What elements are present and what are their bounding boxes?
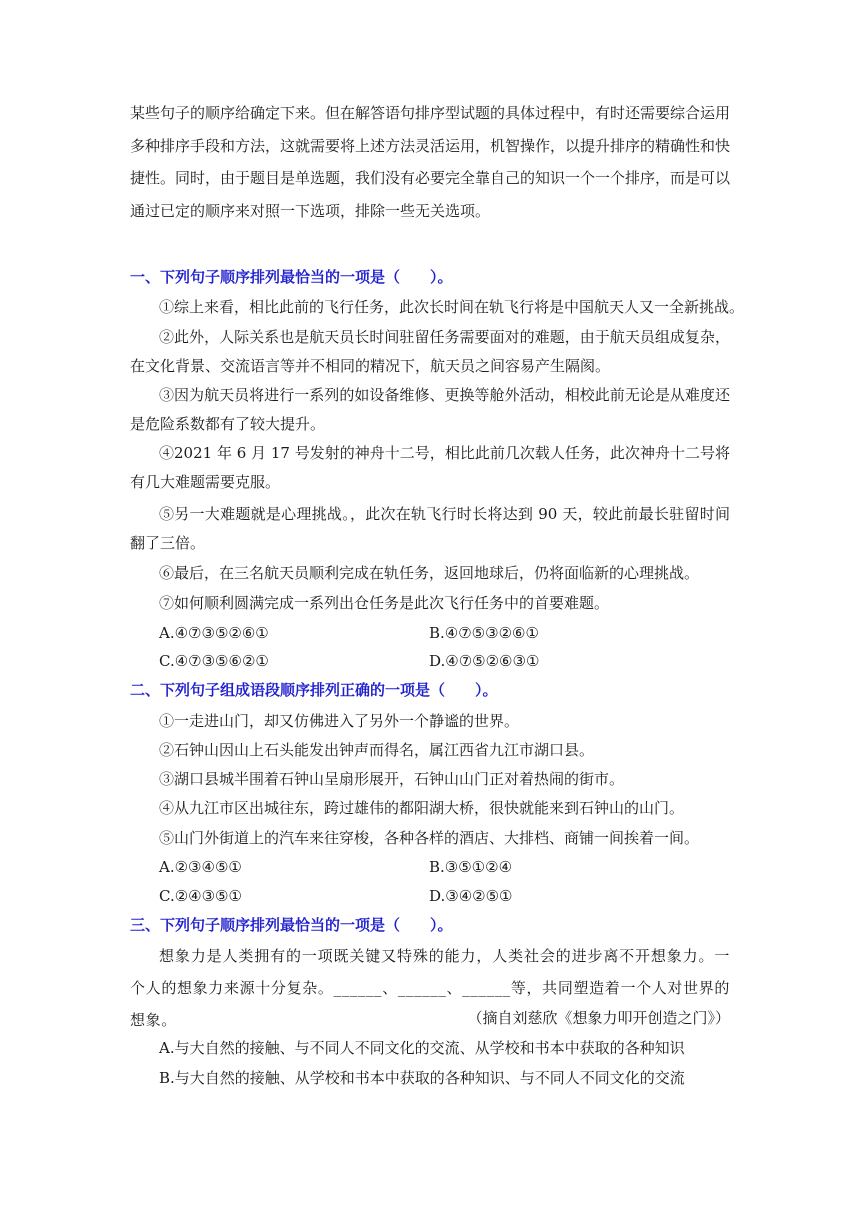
question-1-sentence-7: ⑦如何顺利圆满完成一系列出仓任务是此次飞行任务中的首要难题。 xyxy=(159,594,610,612)
question-2-sentence-4: ④从九江市区出城往东，跨过雄伟的都阳湖大桥，很快就能来到石钟山的山门。 xyxy=(159,799,685,817)
question-2-option-d[interactable]: D.③④②⑤① xyxy=(429,887,513,905)
question-1-sentence-4: ④2021 年 6 月 17 号发射的神舟十二号，相比此前几次载人任务，此次神舟十二号将有几大难题需要克服。 xyxy=(130,444,730,491)
question-1-sentence-5: ⑤另一大难题就是心理挑战。，此次在轨飞行时长将达到 90 天，较此前最长驻留时间翻了三倍。 xyxy=(130,505,730,552)
question-2-sentence-3: ③湖口县城半围着石钟山呈扇形展开，石钟山山门正对着热闹的街市。 xyxy=(159,770,625,788)
question-3-passage: 想象力是人类拥有的一项既关键又特殊的能力，人类社会的进步离不开想象力。一个人的想象力来源十分复杂。______、______、______等，共同塑造着一个人对世界的想象。 xyxy=(130,947,730,1029)
question-1-option-b[interactable]: B.④⑦⑤③②⑥① xyxy=(429,624,539,642)
question-3-option-a[interactable]: A.与大自然的接触、与不同人不同文化的交流、从学校和书本中获取的各种知识 xyxy=(159,1039,685,1057)
question-3-title: 三、下列句子顺序排列最恰当的一项是（ ）。 xyxy=(130,916,453,934)
question-3-option-b[interactable]: B.与大自然的接触、从学校和书本中获取的各种知识、与不同人不同文化的交流 xyxy=(159,1069,685,1087)
question-1-sentence-3: ③因为航天员将进行一系列的如设备维修、更换等舱外活动，相校此前无论是从难度还是危险系数都有了较大提升。 xyxy=(130,386,730,433)
question-2-option-b[interactable]: B.③⑤①②④ xyxy=(429,858,513,876)
intro-paragraph xyxy=(130,97,730,227)
question-1-sentence-6: ⑥最后，在三名航天员顺利完成在轨任务，返回地球后，仍将面临新的心理挑战。 xyxy=(159,564,700,582)
question-2-option-c[interactable]: C.②④③⑤① xyxy=(159,887,242,905)
question-2-title: 二、下列句子组成语段顺序排列正确的一项是（ ）。 xyxy=(130,681,498,699)
question-1-option-a[interactable]: A.④⑦③⑤②⑥① xyxy=(159,624,269,642)
question-1-sentence-1: ①综上来看，相比此前的飞行任务，此次长时间在轨飞行将是中国航天人又一全新挑战。 xyxy=(159,298,745,316)
question-1-option-c[interactable]: C.④⑦③⑤⑥②① xyxy=(159,652,269,670)
question-1-option-d[interactable]: D.④⑦⑤②⑥③① xyxy=(429,652,540,670)
question-2-sentence-2: ②石钟山因山上石头能发出钟声而得名，属江西省九江市湖口县。 xyxy=(159,741,595,759)
question-3-source: （摘自刘慈欣《想象力叩开创造之门》） xyxy=(467,1009,730,1027)
question-2-option-a[interactable]: A.②③④⑤① xyxy=(159,858,242,876)
question-1-sentence-2: ②此外，人际关系也是航天员长时间驻留任务需要面对的难题，由于航天员组成复杂，在文化背景、交流语言等并不相同的精况下，航天员之间容易产生隔阂。 xyxy=(130,328,730,375)
question-2-sentence-1: ①一走进山门，却又仿佛进入了另外一个静谧的世界。 xyxy=(159,712,520,730)
question-2-sentence-5: ⑤山门外街道上的汽车来往穿梭，各种各样的酒店、大排档、商铺一间挨着一间。 xyxy=(159,829,700,847)
question-1-title: 一、下列句子顺序排列最恰当的一项是（ ）。 xyxy=(130,268,453,286)
intro-text: 某些句子的顺序给确定下来。但在解答语句排序型试题的具体过程中，有时还需要综合运用多种排序手段和方法，这就需要将上述方法灵活运用，机智操作，以提升排序的精确性和快捷性。同时，由于题目是单选题，我们没有必要完全靠自己的知识一个一个排序，而是可以通过已定的顺序来对照一下选项，排除一些无关选项。 xyxy=(130,104,731,220)
